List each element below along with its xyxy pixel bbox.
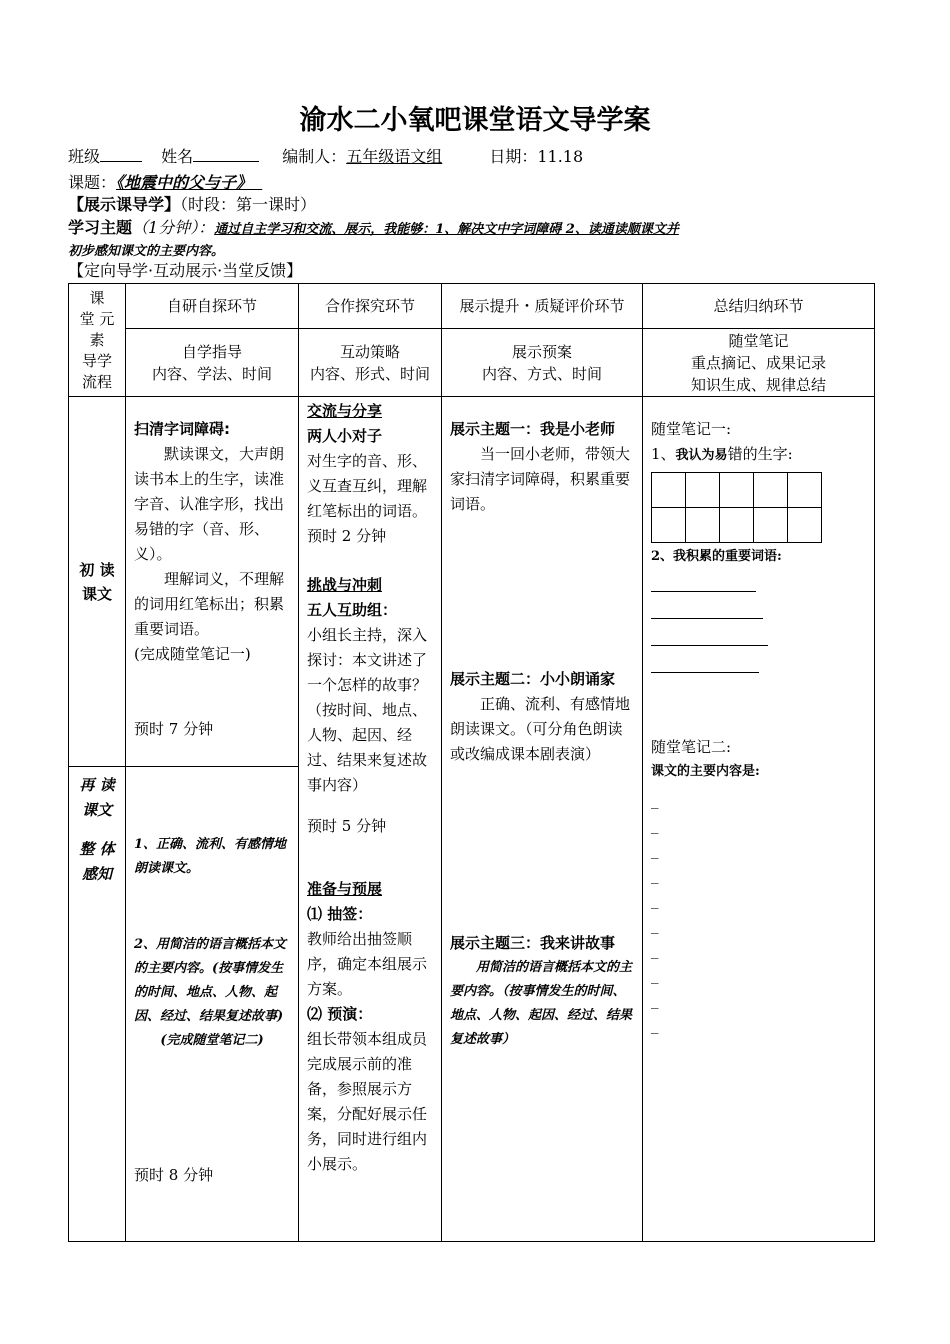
coop-p3: 教师给出抽签顺序，确定本组展示方案。 xyxy=(307,930,428,998)
summary-line[interactable]: _ xyxy=(651,866,659,884)
word-line[interactable] xyxy=(651,569,756,592)
summary-line[interactable]: _ xyxy=(651,991,659,1009)
show-h2: 展示主题二：小小朗诵家 xyxy=(450,670,616,688)
corner-cell: 课 堂 元 素 导学 流程 xyxy=(69,284,126,397)
name-label: 姓名 xyxy=(161,147,194,166)
summary-line[interactable]: _ xyxy=(651,916,659,934)
show-p3: 用简洁的语言概括本文的主要内容。（按事情发生的时间、地点、人物、起因、经过、结果复述故事） xyxy=(450,960,633,1047)
self-study-p1: 默读课文，大声朗读书本上的生字，读准字音、认准字形，找出易错的字（音、形、义）。 xyxy=(134,445,285,563)
date-label: 日期： xyxy=(489,147,538,166)
class-label: 班级 xyxy=(68,147,101,166)
col-head-summary: 总结归纳环节 xyxy=(643,284,875,329)
sub-head-presentation: 展示预案 内容、方式、时间 xyxy=(442,329,643,397)
lesson-label: 课题： xyxy=(68,173,117,192)
show-h3: 展示主题三：我来讲故事 xyxy=(450,934,616,952)
notes-cell xyxy=(643,397,875,1242)
cooperation-cell xyxy=(299,397,442,1242)
coop-p2: 小组长主持，深入探讨：本文讲述了一个怎样的故事？（按时间、地点、人物、起因、经过、结果来复述故事内容） xyxy=(307,626,428,794)
row-label-first-read: 初 读 课文 xyxy=(69,397,126,767)
name-blank[interactable] xyxy=(193,145,259,162)
notes-1-title: 随堂笔记一: xyxy=(651,420,732,438)
summary-line[interactable]: _ xyxy=(651,1016,659,1034)
self-study2-p1: 1、正确、流利、有感情地朗读课文。 xyxy=(134,837,287,876)
self-study-time: 预时 7 分钟 xyxy=(134,720,214,738)
coop-h3: 准备与预展 xyxy=(307,880,383,898)
self-study2-p3: (完成随堂笔记二) xyxy=(160,1033,264,1048)
summary-line[interactable]: _ xyxy=(651,941,659,959)
col-head-presentation: 展示提升・质疑评价环节 xyxy=(442,284,643,329)
sub-head-cooperation: 互动策略 内容、形式、时间 xyxy=(299,329,442,397)
theme-label: 学习主题 xyxy=(68,218,133,237)
theme-line xyxy=(68,217,679,241)
self-study-p2: 理解词义，不理解的词用红笔标出；积累重要词语。 xyxy=(134,570,285,638)
coop-t1: 预时 2 分钟 xyxy=(307,527,387,545)
section-label: 【展示课导学】 xyxy=(68,195,181,214)
character-grid[interactable] xyxy=(651,472,822,543)
date-value: 11.18 xyxy=(537,147,584,166)
summary-line[interactable]: _ xyxy=(651,791,659,809)
coop-h2: 挑战与冲刺 xyxy=(307,576,383,594)
info-line xyxy=(68,145,583,168)
self-study-heading: 扫清字词障碍: xyxy=(134,420,230,438)
study-plan-table xyxy=(68,283,875,1242)
summary-line[interactable]: _ xyxy=(651,816,659,834)
self-study2-time: 预时 8 分钟 xyxy=(134,1166,214,1184)
sub-head-self-study: 自学指导 内容、学法、时间 xyxy=(126,329,299,397)
coop-h1: 交流与分享 xyxy=(307,402,383,420)
col-head-self-study: 自研自探环节 xyxy=(126,284,299,329)
author-value: 五年级语文组 xyxy=(346,147,443,166)
method-line: 【定向导学·互动展示·当堂反馈】 xyxy=(68,261,303,280)
section-period: （时段：第一课时） xyxy=(180,195,317,214)
summary-line[interactable]: _ xyxy=(651,966,659,984)
self-study-p3: (完成随堂笔记一) xyxy=(134,645,251,663)
lesson-value: 《地震中的父与子》 xyxy=(116,173,253,192)
row-label-second-read: 再 读 课文 整 体 感知 xyxy=(69,767,126,1242)
show-p1: 当一回小老师，带领大家扫清字词障碍，积累重要词语。 xyxy=(450,445,631,513)
notes-1a: 1、我认为易错的生字: xyxy=(651,445,793,463)
coop-p1: 对生字的音、形、义互查互纠，理解红笔标出的词语。 xyxy=(307,452,428,520)
page-title: 渝水二小氧吧课堂语文导学案 xyxy=(299,105,651,136)
coop-h3b: ⑵ 预演： xyxy=(307,1005,373,1023)
presentation-cell xyxy=(442,397,643,1242)
show-p2: 正确、流利、有感情地朗读课文。（可分角色朗读或改编成课本剧表演） xyxy=(450,695,631,763)
coop-h3a: ⑴ 抽签： xyxy=(307,905,373,923)
coop-h2b: 五人互助组： xyxy=(307,601,398,619)
author-label: 编制人： xyxy=(282,147,347,166)
notes-2a: 课文的主要内容是: xyxy=(651,764,760,779)
self-study-second-read xyxy=(126,767,299,1242)
notes-1b: 2、我积累的重要词语: xyxy=(651,549,782,564)
class-blank[interactable] xyxy=(100,145,142,162)
theme-time: （1分钟）： xyxy=(132,218,215,237)
notes-2-title: 随堂笔记二: xyxy=(651,738,732,756)
summary-line[interactable]: _ xyxy=(651,891,659,909)
coop-h1b: 两人小对子 xyxy=(307,427,383,445)
theme-text-2: 初步感知课文的主要内容。 xyxy=(68,244,225,259)
theme-text: 通过自主学习和交流、展示，我能够：1、解决文中字词障碍 2、读通读顺课文并 xyxy=(214,222,679,237)
col-head-cooperation: 合作探究环节 xyxy=(299,284,442,329)
show-h1: 展示主题一：我是小老师 xyxy=(450,420,616,438)
lesson-line xyxy=(68,172,262,194)
word-line[interactable] xyxy=(651,623,768,646)
summary-line[interactable]: _ xyxy=(651,841,659,859)
word-line[interactable] xyxy=(651,650,759,673)
sub-head-summary: 随堂笔记 重点摘记、成果记录 知识生成、规律总结 xyxy=(643,329,875,397)
section-line xyxy=(68,194,316,216)
coop-p4: 组长带领本组成员完成展示前的准备，参照展示方案，分配好展示任务，同时进行组内小展示。 xyxy=(307,1030,428,1173)
word-line[interactable] xyxy=(651,596,763,619)
self-study-first-read xyxy=(126,397,299,767)
self-study2-p2: 2、用简洁的语言概括本文的主要内容。(按事情发生的时间、地点、人物、起因、经过、结果复述故事) xyxy=(134,937,287,1024)
coop-t2: 预时 5 分钟 xyxy=(307,817,387,835)
